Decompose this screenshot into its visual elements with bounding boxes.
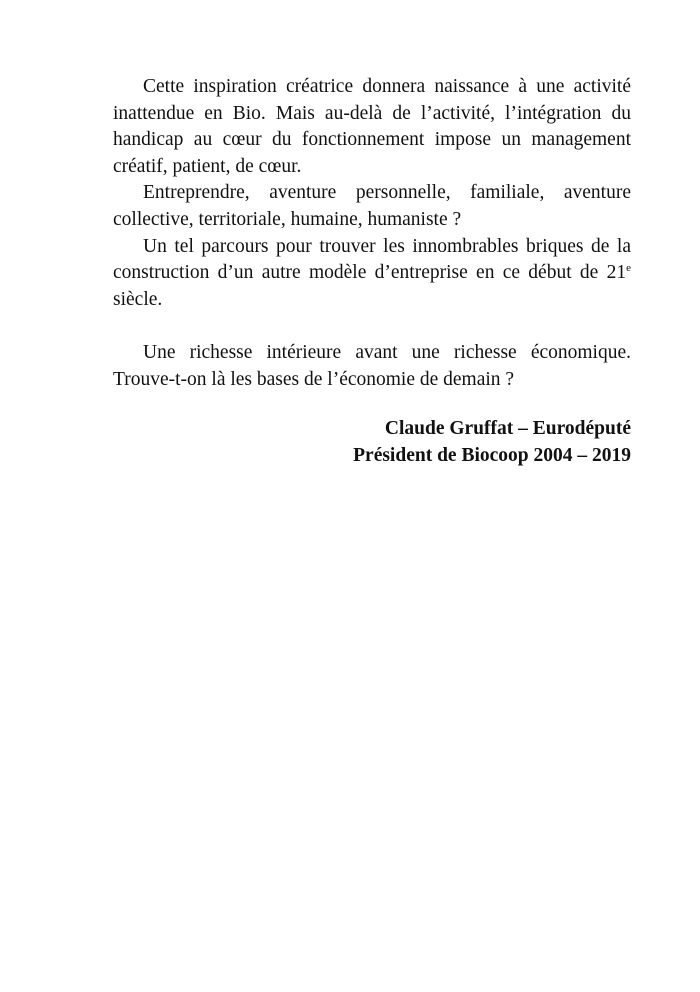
century-superscript: e — [626, 262, 631, 275]
signature-name: Claude Gruffat – Eurodéputé — [384, 418, 631, 440]
paragraph-richesse: Une richesse intérieure avant une richesse économique. Trouve-t-on là les bases de l’économie de demain ? — [113, 341, 631, 390]
paragraph-parcours-end: siècle. — [113, 288, 163, 310]
paragraph-inspiration: Cette inspiration créatrice donnera naissance à une activité inattendue en Bio. Mais au-delà de l’activité, l’intégration du handicap au cœur du fonctionnement impose un management créatif, patient, de cœur. — [113, 76, 631, 177]
paragraph-entreprendre: Entreprendre, aventure personnelle, familiale, aventure collective, territoriale, humaine, humaniste ? — [113, 182, 631, 230]
paragraph-parcours — [113, 234, 631, 314]
document-page — [113, 74, 631, 469]
paragraph-parcours-text: Un tel parcours pour trouver les innombrables briques de la construction d’un autre modèle d’entreprise en ce début de 21 — [113, 235, 631, 284]
signature-block — [113, 415, 631, 469]
signature-title: Président de Biocoop 2004 – 2019 — [353, 445, 631, 467]
